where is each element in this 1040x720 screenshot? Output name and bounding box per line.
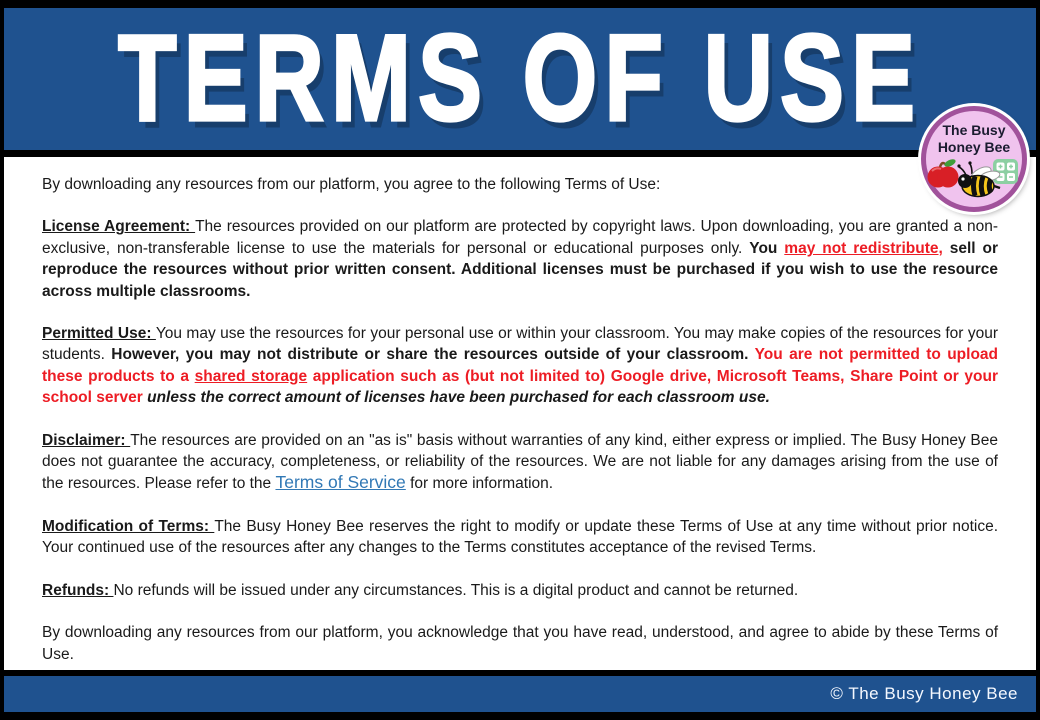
text-run xyxy=(943,240,950,257)
section-heading: Modification of Terms: xyxy=(42,517,215,535)
text-run: However, you may not distribute or share the resources outside of your classroom. xyxy=(111,346,755,364)
busy-honey-bee-logo-badge xyxy=(921,106,1027,212)
text-run: The resources provided on our platform are protected by copyright laws. Upon downloading, you are granted a non-exclusive, non-transferable license to use the materials for personal or educational purposes only. xyxy=(42,218,998,257)
intro-paragraph xyxy=(42,174,998,195)
terms-paragraphs xyxy=(4,157,1036,670)
footer-band xyxy=(4,676,1036,712)
badge-title-line2: Honey Bee xyxy=(937,139,1011,155)
disclaimer-paragraph xyxy=(42,430,998,495)
section-heading: Disclaimer: xyxy=(42,431,131,449)
closing-paragraph xyxy=(42,622,998,665)
text-run: for more information. xyxy=(405,475,554,493)
text-run: By downloading any resources from our platform, you agree to the following Terms of Use: xyxy=(42,176,661,193)
permitted-use-paragraph xyxy=(42,323,998,409)
text-run: You may use the resources for your personal use or within your classroom. You may make copies of the resources for your students. xyxy=(42,325,998,364)
text-run: unless the correct amount of licenses have been purchased for each classroom use. xyxy=(147,389,770,407)
footer-copyright: © The Busy Honey Bee xyxy=(830,684,1018,703)
text-run: The resources are provided on an "as is" basis without warranties of any kind, either express or implied. The Busy Honey Bee does not guarantee the accuracy, completeness, or reliability of the resources. We are not liable for any damages arising from the use of the resources. Please refer to the xyxy=(42,431,998,493)
text-run: You are not permitted to upload these products to a xyxy=(42,346,998,385)
text-run: The Busy Honey Bee reserves the right to modify or update these Terms of Use at any time without prior notice. Your continued use of the resources after any changes to the Terms constitutes acceptance of the revised Terms. xyxy=(42,517,999,557)
terms-of-service-link[interactable]: Terms of Service xyxy=(275,472,406,493)
text-run: By downloading any resources from our platform, you acknowledge that you have read, understood, and agree to abide by these Terms of Use. xyxy=(42,624,998,663)
badge-title-line1: The Busy xyxy=(942,122,1006,138)
section-heading: Permitted Use: xyxy=(42,325,156,343)
license-agreement-paragraph xyxy=(42,216,998,302)
refunds-paragraph xyxy=(42,580,998,601)
text-run: sell or reproduce the resources without prior written consent. Additional licenses must be purchased if you wish to use the resource across multiple classrooms. xyxy=(42,239,998,300)
apple-icon xyxy=(928,158,959,188)
modification-of-terms-paragraph xyxy=(42,516,998,559)
text-run: shared storage xyxy=(194,367,308,385)
header-band xyxy=(4,8,1036,150)
section-heading: Refunds: xyxy=(42,581,114,599)
section-heading: License Agreement: xyxy=(42,218,196,236)
page-title: TERMS OF USE xyxy=(117,9,923,147)
text-run: application such as (but not limited to) Google drive, Microsoft Teams, Share Point or your school server xyxy=(42,367,998,407)
text-run: No refunds will be issued under any circumstances. This is a digital product and cannot be returned. xyxy=(113,581,799,599)
text-run: You xyxy=(749,239,785,257)
text-run: may not redistribute, xyxy=(784,239,943,257)
